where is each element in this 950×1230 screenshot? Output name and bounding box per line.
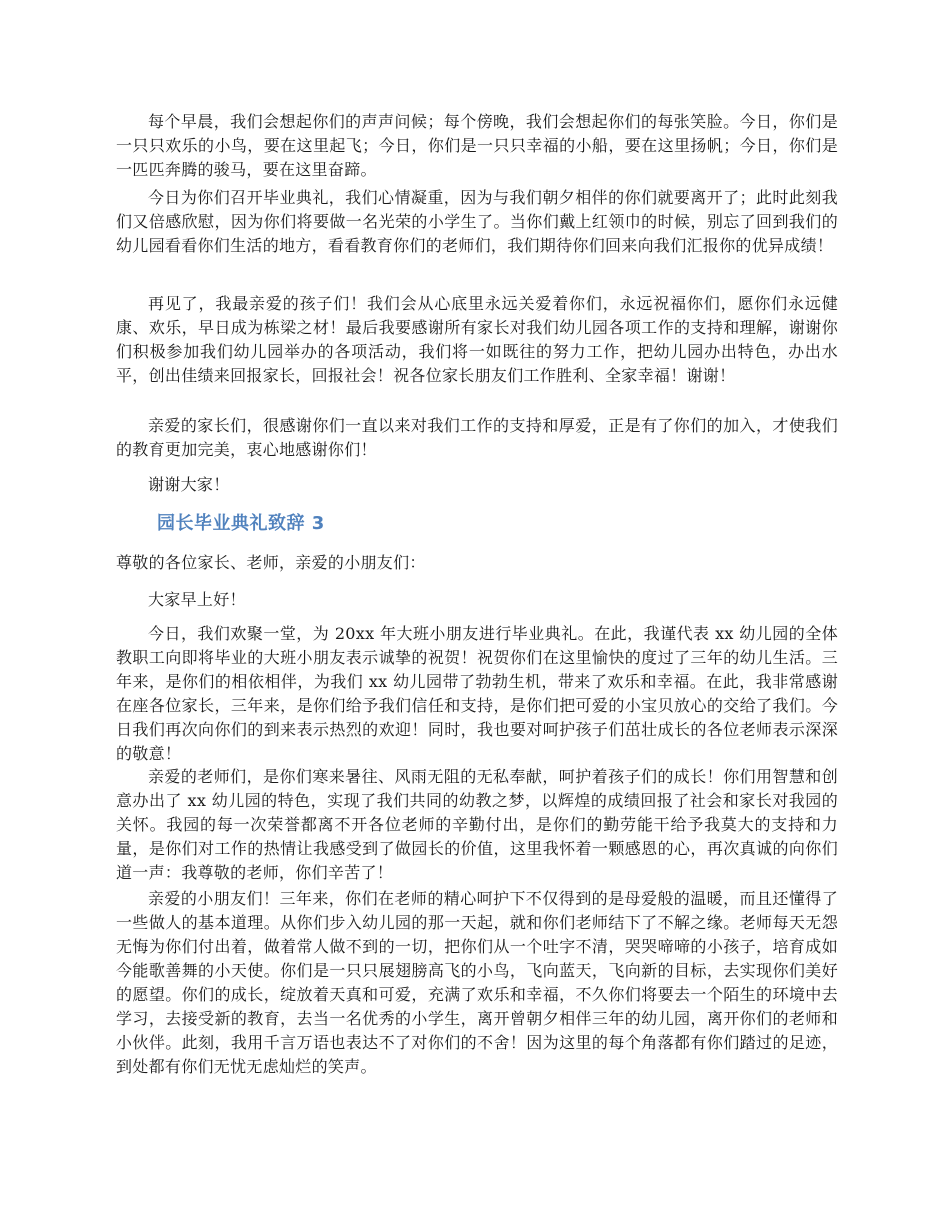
paragraph-farewell-thanks: 再见了，我最亲爱的孩子们！我们会从心底里永远关爱着你们，永远祝福你们，愿你们永远健康、欢乐，早日成为栋梁之材！最后我要感谢所有家长对我们幼儿园各项工作的支持和理解，谢谢你们积极参加我们幼儿园举办的各项活动，我们将一如既往的努力工作，把幼儿园办出特色，办出水平，创出佳绩来回报家长，回报社会！祝各位家长朋友们工作胜利、全家幸福！谢谢！: [116, 294, 838, 385]
paragraph-thank-everyone: 谢谢大家！: [148, 475, 230, 494]
paragraph-children: 亲爱的小朋友们！三年来，你们在老师的精心呵护下不仅得到的是母爱般的温暖，而且还懂得了一些做人的基本道理。从你们步入幼儿园的那一天起，就和你们老师结下了不解之缘。老师每天无怨无悔为你们付出着，做着常人做不到的一切，把你们从一个吐字不清，哭哭啼啼的小孩子，培育成如今能歌善舞的小天使。你们是一只只展翅膀高飞的小鸟，飞向蓝天，飞向新的目标，去实现你们美好的愿望。你们的成长，绽放着天真和可爱，充满了欢乐和幸福，不久你们将要去一个陌生的环境中去学习，去接受新的教育，去当一名优秀的小学生，离开曾朝夕相伴三年的幼儿园，离开你们的老师和小伙伴。此刻，我用千言万语也表达不了对你们的不舍！因为这里的每个角落都有你们踏过的足迹，到处都有你们无忧无虑灿烂的笑声。: [116, 889, 838, 1076]
paragraph-thanks-parents: 亲爱的家长们，很感谢你们一直以来对我们工作的支持和厚爱，正是有了你们的加入，才使我们的教育更加完美，衷心地感谢你们！: [116, 416, 838, 459]
salutation: 尊敬的各位家长、老师，亲爱的小朋友们：: [116, 553, 426, 572]
section-heading: 园长毕业典礼致辞 3: [157, 513, 325, 534]
paragraph-morning-evening: 每个早晨，我们会想起你们的声声问候；每个傍晚，我们会想起你们的每张笑脸。今日，你们是一只只欢乐的小鸟，要在这里起飞；今日，你们是一只只幸福的小船，要在这里扬帆；今日，你们是一匹匹奔腾的骏马，要在这里奋蹄。: [116, 112, 838, 179]
paragraph-welcome-ceremony: 今日，我们欢聚一堂，为 20xx 年大班小朋友进行毕业典礼。在此，我谨代表 xx 幼儿园的全体教职工向即将毕业的大班小朋友表示诚挚的祝贺！祝贺你们在这里愉快的度过了三年的幼儿生活。三年来，是你们的相依相伴，为我们 xx 幼儿园带了勃勃生机，带来了欢乐和幸福。在此，我非常感谢在座各位家长，三年来，是你们给予我们信任和支持，是你们把可爱的小宝贝放心的交给了我们。今日我们再次向你们的到来表示热烈的欢迎！同时，我也要对呵护孩子们茁壮成长的各位老师表示深深的敬意！: [116, 624, 838, 763]
paragraph-graduation-ceremony: 今日为你们召开毕业典礼，我们心情凝重，因为与我们朝夕相伴的你们就要离开了；此时此刻我们又倍感欣慰，因为你们将要做一名光荣的小学生了。当你们戴上红领巾的时候，别忘了回到我们的幼儿园看看你们生活的地方，看看教育你们的老师们，我们期待你们回来向我们汇报你的优异成绩！: [116, 188, 838, 255]
paragraph-good-morning: 大家早上好！: [148, 590, 246, 609]
paragraph-teachers: 亲爱的老师们，是你们寒来暑往、风雨无阻的无私奉献，呵护着孩子们的成长！你们用智慧和创意办出了 xx 幼儿园的特色，实现了我们共同的幼教之梦，以辉煌的成绩回报了社会和家长对我园的关怀。我园的每一次荣誉都离不开各位老师的辛勤付出，是你们的勤劳能干给予我莫大的支持和力量，是你们对工作的热情让我感受到了做园长的价值，这里我怀着一颗感恩的心，再次真诚的向你们道一声：我尊敬的老师，你们辛苦了！: [116, 767, 838, 882]
